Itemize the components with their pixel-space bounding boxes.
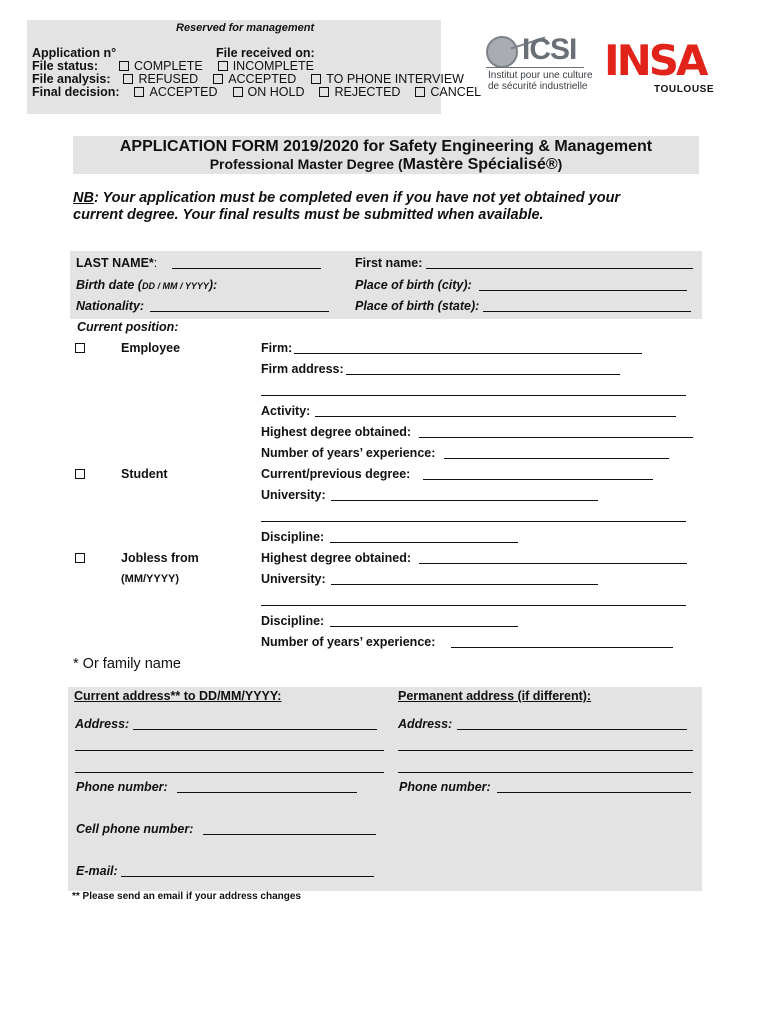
nb-line-1 [73,190,620,207]
subtitle-part-a: Professional Master Degree ( [209,156,403,172]
place-state-label: Place of birth (state): [355,299,480,313]
insa-name: INSA [604,36,706,85]
nationality-field[interactable] [150,311,329,312]
application-number-label: Application n° [32,46,117,60]
current-degree-label: Current/previous degree: [261,467,411,481]
subtitle-part-b: Mastère Spécialisé® [402,156,558,173]
current-phone-field[interactable] [177,792,357,793]
nb-line-2: current degree. Your final results must be submitted when available. [73,207,544,223]
discipline-label: Discipline: [261,530,325,544]
form-title: APPLICATION FORM 2019/2020 for Safety Engineering & Management [119,138,653,155]
university-field-2[interactable] [261,521,686,522]
permanent-address-field[interactable] [457,729,687,730]
option-complete: COMPLETE [133,59,203,73]
university-field-4[interactable] [261,605,686,606]
jobless-format: (MM/YYYY) [121,573,180,585]
final-decision-row [32,85,481,99]
permanent-address-heading: Permanent address (if different): [398,689,592,703]
highest-degree-label-2: Highest degree obtained: [261,551,412,565]
activity-label: Activity: [261,404,311,418]
family-name-note: * Or family name [73,656,181,672]
permanent-phone-field[interactable] [497,792,691,793]
place-city-field[interactable] [479,290,687,291]
activity-field[interactable] [315,416,676,417]
checkbox[interactable] [134,87,144,97]
university-field-3[interactable] [331,584,598,585]
last-name-label: LAST NAME*: [76,256,158,270]
checkbox[interactable] [218,61,228,71]
first-name-label: First name: [355,256,423,270]
nationality-label: Nationality: [76,299,145,313]
years-experience-label-2: Number of years’ experience: [261,635,436,649]
discipline-label-2: Discipline: [261,614,325,628]
place-city-label: Place of birth (city): [355,278,472,292]
checkbox[interactable] [119,61,129,71]
cell-phone-label: Cell phone number: [76,822,194,836]
option-accepted: ACCEPTED [228,72,297,86]
jobless-checkbox[interactable] [75,553,85,563]
employee-checkbox[interactable] [75,343,85,353]
option-on-hold: ON HOLD [247,85,305,99]
university-field[interactable] [331,500,598,501]
file-analysis-label: File analysis: [32,72,111,86]
icsi-tagline-2: de sécurité industrielle [488,81,588,92]
file-analysis-row [32,72,464,86]
address-change-note: ** Please send an email if your address changes [72,891,301,902]
permanent-address-label: Address: [398,717,453,731]
birth-date-format: DD / MM / YYYY [141,281,209,291]
firm-field[interactable] [294,353,642,354]
checkbox[interactable] [233,87,243,97]
first-name-field[interactable] [426,268,693,269]
firm-address-field-2[interactable] [261,395,686,396]
email-label: E-mail: [76,864,118,878]
option-phone-interview: TO PHONE INTERVIEW [326,72,464,86]
current-address-field-2[interactable] [75,750,384,751]
current-address-field-3[interactable] [75,772,384,773]
form-subtitle [73,156,699,173]
current-address-field[interactable] [133,729,377,730]
years-experience-field-2[interactable] [451,647,673,648]
nb-label: NB [73,190,94,206]
birth-date-text: Birth date ( [76,278,142,292]
highest-degree-field[interactable] [419,437,693,438]
nb-text-1: : Your application must be completed even if you have not yet obtained your [93,190,621,206]
checkbox[interactable] [123,74,133,84]
employee-label: Employee [121,341,181,355]
icsi-tagline-1: Institut pour une culture [488,70,593,81]
permanent-phone-label: Phone number: [399,780,491,794]
years-experience-field[interactable] [444,458,669,459]
cell-phone-field[interactable] [203,834,376,835]
permanent-address-field-2[interactable] [398,750,693,751]
birth-date-label [76,278,217,293]
checkbox[interactable] [319,87,329,97]
insa-city: TOULOUSE [654,84,715,95]
last-name-text: LAST NAME* [76,256,154,270]
student-checkbox[interactable] [75,469,85,479]
last-name-field[interactable] [172,268,321,269]
file-status-row [32,59,314,73]
option-rejected: REJECTED [334,85,401,99]
firm-label: Firm: [261,341,293,355]
current-phone-label: Phone number: [76,780,168,794]
option-incomplete: INCOMPLETE [232,59,314,73]
place-state-field[interactable] [483,311,691,312]
option-refused: REFUSED [138,72,199,86]
firm-address-label: Firm address: [261,362,344,376]
jobless-label: Jobless from [121,551,199,565]
current-address-label: Address: [75,717,130,731]
student-label: Student [121,467,168,481]
birth-date-close: ): [208,278,218,292]
icsi-rule [486,67,584,68]
highest-degree-field-2[interactable] [419,563,687,564]
final-decision-label: Final decision: [32,85,120,99]
checkbox[interactable] [415,87,425,97]
checkbox[interactable] [213,74,223,84]
icsi-globe-icon [486,36,518,68]
management-heading: Reserved for management [176,22,315,34]
icsi-name: ICSI [522,33,577,66]
discipline-field[interactable] [330,542,518,543]
option-final-accepted: ACCEPTED [149,85,218,99]
current-degree-field[interactable] [423,479,653,480]
years-experience-label: Number of years’ experience: [261,446,436,460]
checkbox[interactable] [311,74,321,84]
university-label: University: [261,488,326,502]
highest-degree-label: Highest degree obtained: [261,425,412,439]
current-address-heading: Current address** to DD/MM/YYYY: [74,689,282,703]
email-field[interactable] [121,876,374,877]
option-cancel: CANCEL [430,85,482,99]
firm-address-field[interactable] [346,374,620,375]
permanent-address-field-3[interactable] [398,772,693,773]
current-position-heading: Current position: [77,320,179,334]
file-received-label: File received on: [216,46,315,60]
subtitle-part-c: ) [557,156,563,172]
university-label-2: University: [261,572,326,586]
file-status-label: File status: [32,59,98,73]
discipline-field-2[interactable] [330,626,518,627]
